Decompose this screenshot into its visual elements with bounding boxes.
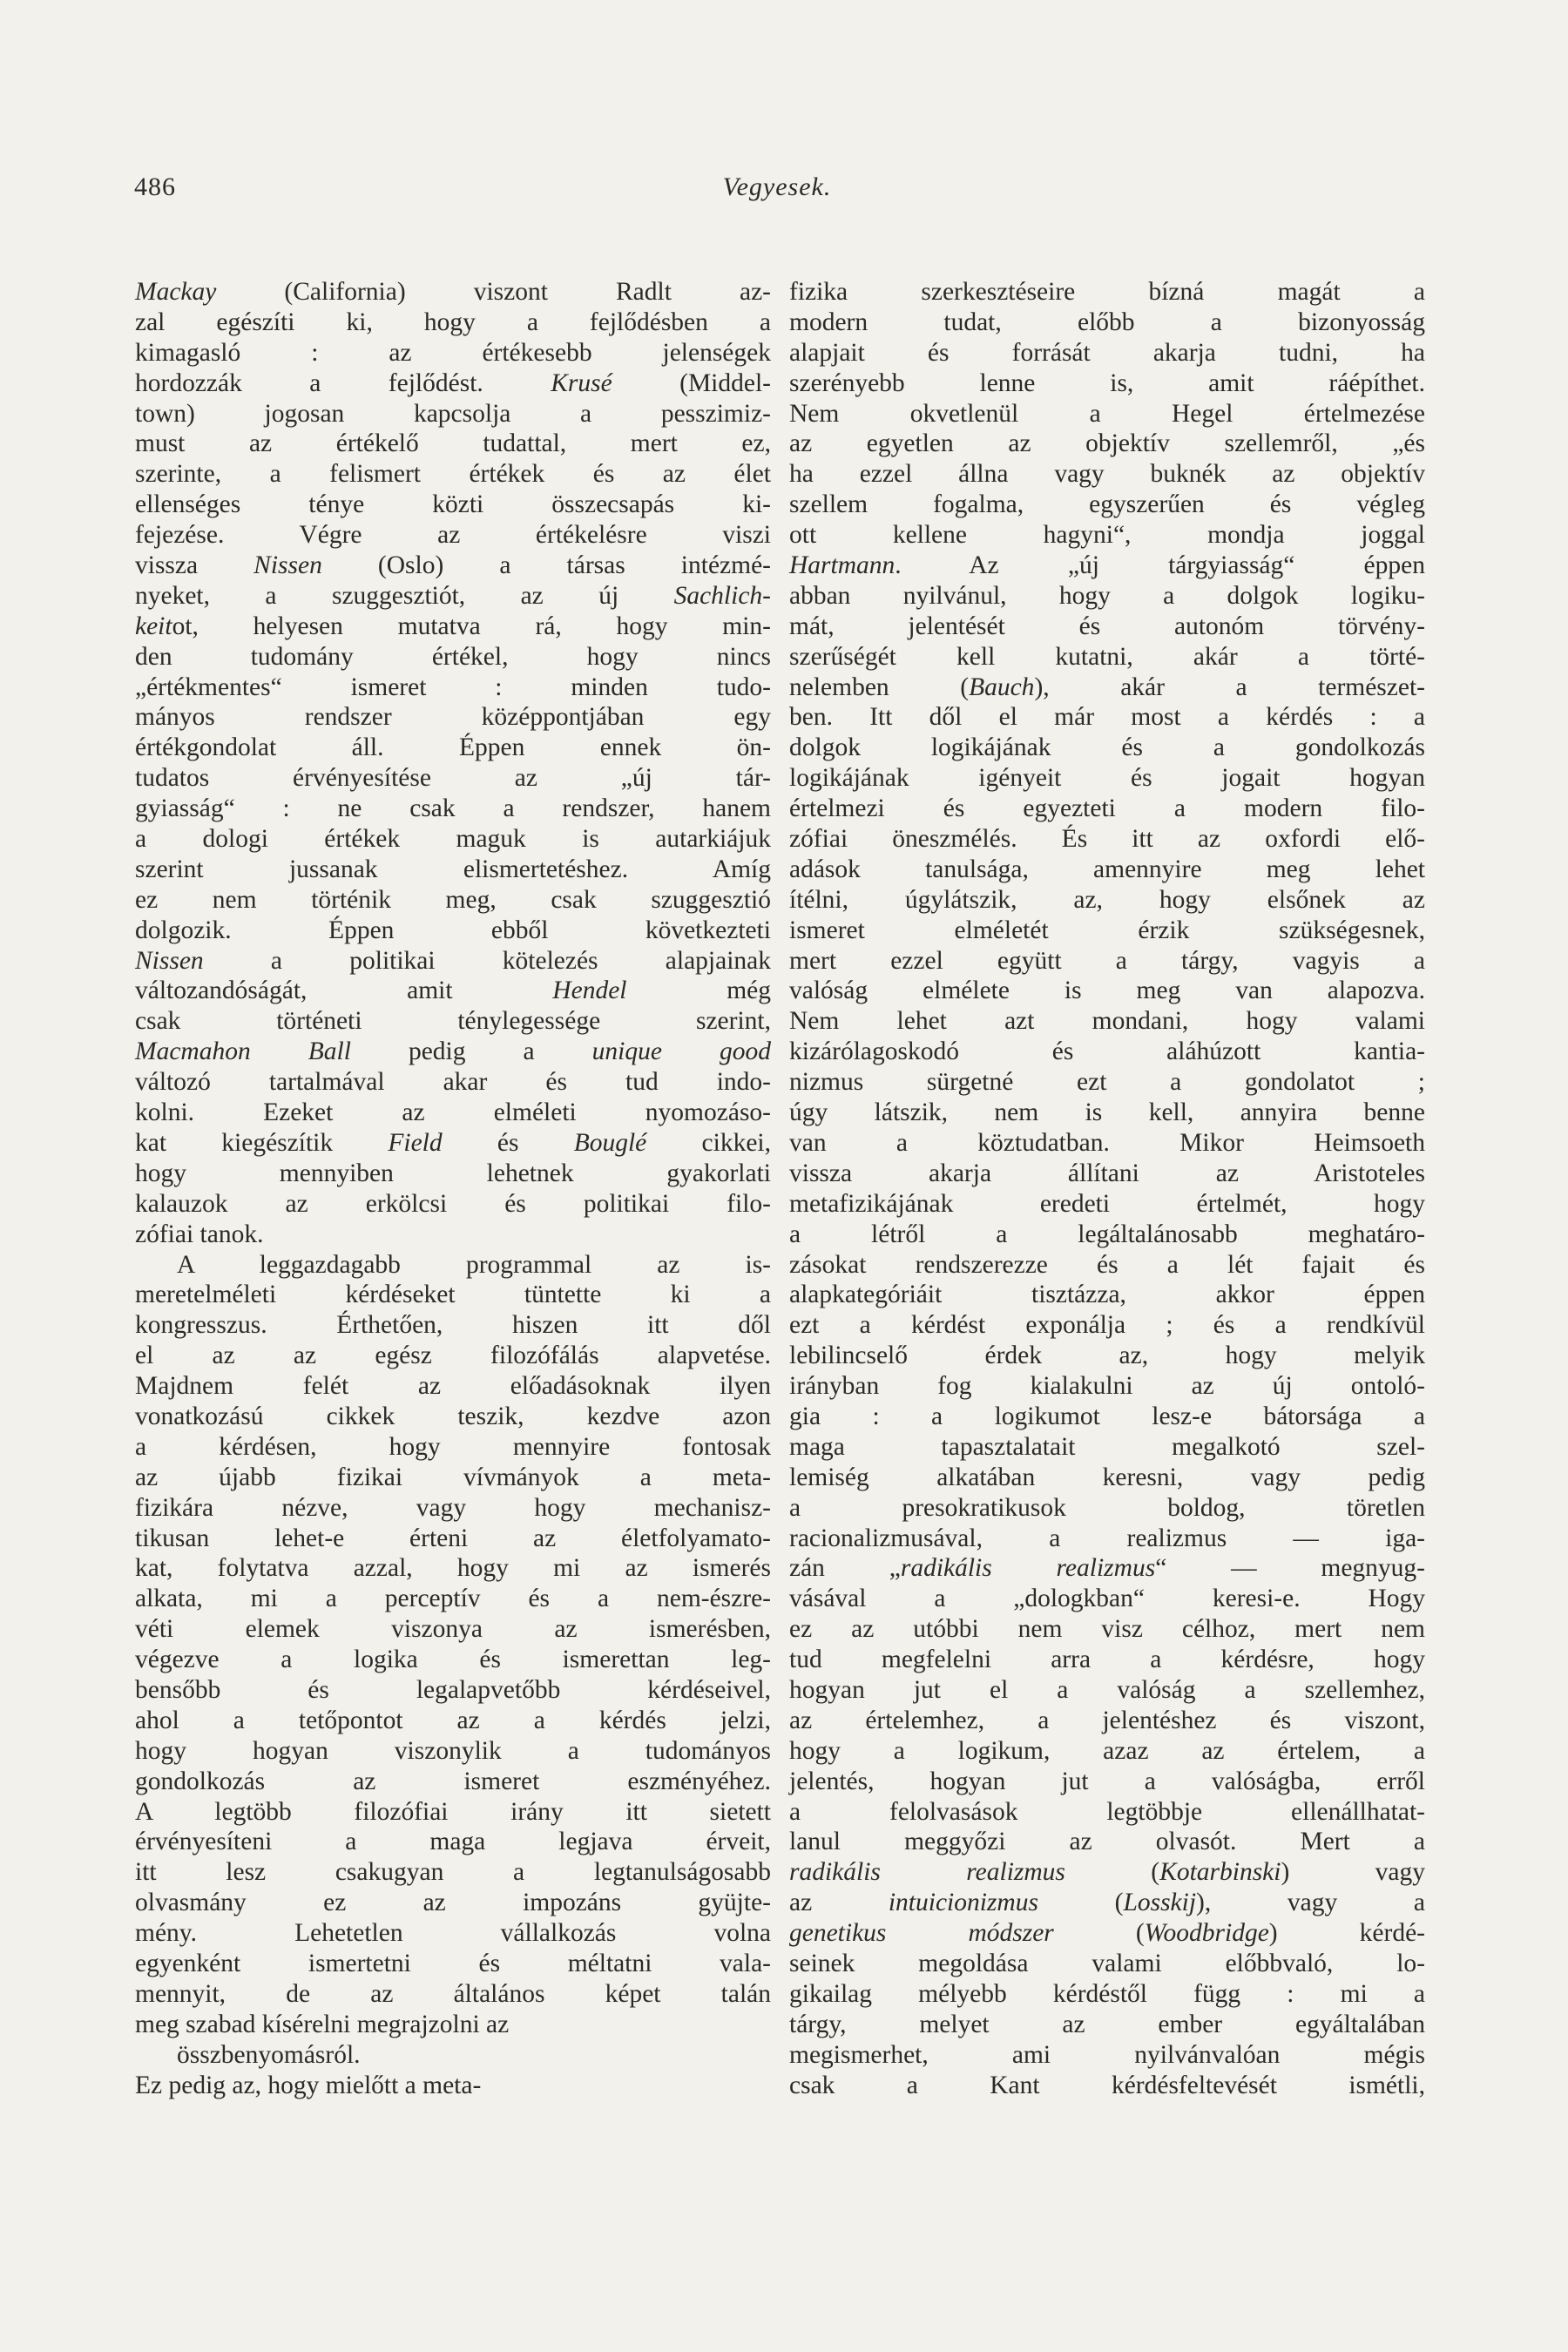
text-line: ellenséges ténye közti összecsapás ki- <box>135 490 771 519</box>
text-line: olvasmány ez az impozáns gyüjte- <box>135 1889 771 1917</box>
text-line: a létről a legáltalánosabb meghatáro- <box>789 1220 1425 1248</box>
text-line: A legtöbb filozófiai irány itt sietett <box>135 1797 771 1826</box>
text-line: hogy mennyiben lehetnek gyakorlati <box>135 1159 771 1187</box>
text-line: egyenként ismertetni és méltatni vala- <box>135 1949 771 1977</box>
text-line: dolgok logikájának és a gondolkozás <box>789 733 1425 762</box>
text-line: zán „radikális realizmus“ — megnyug- <box>789 1554 1426 1583</box>
text-line: kat, folytatva azzal, hogy mi az ismerés <box>135 1554 771 1583</box>
text-line: Ez pedig az, hogy mielőtt a meta- <box>135 2071 482 2099</box>
italic-term: Mackay <box>135 278 217 306</box>
text-line: változandóságát, amit Hendel még <box>135 977 771 1005</box>
text-line: mény. Lehetetlen vállalkozás volna <box>135 1919 771 1948</box>
text-line: tikusan lehet-e érteni az életfolyamato- <box>135 1524 771 1552</box>
text-line: csak a Kant kérdésfeltevését ismétli, <box>789 2071 1425 2099</box>
text-line: értelmezi és egyezteti a modern filo- <box>789 794 1425 823</box>
text-line: szerinte, a felismert értékek és az élet <box>135 460 771 489</box>
text-line: town) jogosan kapcsolja a pesszimiz- <box>135 399 771 428</box>
text-line: hogyan jut el a valóság a szellemhez, <box>789 1675 1425 1704</box>
text-line: zal egészíti ki, hogy a fejlődésben a <box>135 308 771 336</box>
text-line: kat kiegészítik Field és Bouglé cikkei, <box>135 1128 771 1157</box>
text-line: jelentés, hogyan jut a valóságba, erről <box>789 1767 1425 1795</box>
text-line: fizika szerkesztéseire bízná magát a <box>789 278 1425 306</box>
text-line: tudatos érvényesítése az „új tár- <box>135 764 771 793</box>
text-line: kolni. Ezeket az elméleti nyomozáso- <box>135 1098 771 1127</box>
text-line: must az értékelő tudattal, mert ez, <box>135 429 771 458</box>
text-line: modern tudat, előbb a bizonyosság <box>789 308 1425 336</box>
italic-term: Woodbridge <box>1144 1919 1269 1948</box>
text-line: ha ezzel állna vagy buknék az objektív <box>789 460 1425 489</box>
left-column <box>135 277 771 2100</box>
text-line: vásával a „dologkban“ keresi-e. Hogy <box>789 1585 1425 1613</box>
text-line: ott kellene hagyni“, mondja joggal <box>789 521 1425 550</box>
italic-term: Krusé <box>551 368 612 397</box>
text-line: fizikára nézve, vagy hogy mechanisz- <box>135 1493 771 1522</box>
text-line: az újabb fizikai vívmányok a meta- <box>135 1463 771 1491</box>
italic-term: intuicionizmus <box>888 1889 1038 1917</box>
text-line: lanul meggyőzi az olvasót. Mert a <box>789 1828 1425 1856</box>
text-line: vonatkozású cikkek teszik, kezdve azon <box>135 1402 771 1430</box>
text-line: tud megfelelni arra a kérdésre, hogy <box>789 1646 1425 1674</box>
text-line: gondolkozás az ismeret eszményéhez. <box>135 1767 771 1795</box>
text-line: kongresszus. Érthetően, hiszen itt dől <box>135 1311 771 1340</box>
text-line: véti elemek viszonya az ismerésben, <box>135 1615 771 1644</box>
text-line: nizmus sürgetné ezt a gondolatot ; <box>789 1068 1425 1097</box>
text-line: gia : a logikumot lesz-e bátorsága a <box>789 1402 1425 1430</box>
text-line: összbenyomásról. <box>177 2040 361 2069</box>
text-line: tárgy, melyet az ember egyáltalában <box>789 2010 1425 2038</box>
text-line: szerűségét kell kutatni, akár a törté- <box>789 642 1425 671</box>
italic-term: Sachlich- <box>673 581 771 610</box>
text-line: zófiai tanok. <box>135 1220 264 1248</box>
text-line: a presokratikusok boldog, töretlen <box>789 1493 1425 1522</box>
text-line: szerényebb lenne is, amit ráépíthet. <box>789 368 1425 397</box>
text-line: A leggazdagabb programmal az is- <box>177 1250 771 1279</box>
text-line: racionalizmusával, a realizmus — iga- <box>789 1524 1425 1552</box>
text-line: maga tapasztalatait megalkotó szel- <box>789 1432 1425 1461</box>
text-line: mert ezzel együtt a tárgy, vagyis a <box>789 946 1425 975</box>
italic-term: Field <box>388 1128 443 1157</box>
italic-term: genetikus módszer <box>789 1919 1054 1948</box>
italic-term: Nissen <box>253 551 322 580</box>
text-line: radikális realizmus (Kotarbinski) vagy <box>789 1858 1426 1887</box>
text-line: logikájának igényeit és jogait hogyan <box>789 764 1425 793</box>
text-line: Majdnem felét az előadásoknak ilyen <box>135 1372 771 1401</box>
text-line: vissza Nissen (Oslo) a társas intézmé- <box>135 551 771 580</box>
text-line: Mackay (California) viszont Radlt az- <box>135 278 771 306</box>
italic-term: unique good <box>591 1037 771 1066</box>
text-line: ez az utóbbi nem visz célhoz, mert nem <box>789 1615 1425 1644</box>
italic-term: Bouglé <box>573 1128 647 1157</box>
text-line: kizárólagoskodó és aláhúzott kantia- <box>789 1037 1425 1066</box>
text-line: genetikus módszer (Woodbridge) kérdé- <box>789 1919 1425 1948</box>
text-line: den tudomány értékel, hogy nincs <box>135 642 771 671</box>
text-line: irányban fog kialakulni az új ontoló- <box>789 1372 1425 1401</box>
italic-term: radikális realizmus <box>900 1554 1156 1583</box>
text-line: bensőbb és legalapvetőbb kérdéseivel, <box>135 1675 771 1704</box>
text-line: valóság elmélete is meg van alapozva. <box>789 977 1425 1005</box>
text-line: Macmahon Ball pedig a unique good <box>135 1037 771 1066</box>
text-line: végezve a logika és ismerettan leg- <box>135 1646 771 1674</box>
text-line: ezt a kérdést exponálja ; és a rendkívül <box>789 1311 1425 1340</box>
text-line: „értékmentes“ ismeret : minden tudo- <box>135 672 771 701</box>
text-line: hogy hogyan viszonylik a tudományos <box>135 1736 771 1765</box>
text-line: itt lesz csakugyan a legtanulságosabb <box>135 1858 771 1887</box>
text-line: ismeret elméletét érzik szükségesnek, <box>789 916 1425 944</box>
italic-term: keit <box>135 612 172 640</box>
text-line: abban nyilvánul, hogy a dolgok logiku- <box>789 581 1425 610</box>
text-line: zásokat rendszerezze és a lét fajait és <box>789 1250 1425 1279</box>
text-line: a dologi értékek maguk is autarkiájuk <box>135 825 771 854</box>
text-line: ítélni, úgylátszik, az, hogy elsőnek az <box>789 885 1425 914</box>
italic-term: Macmahon Ball <box>135 1037 351 1066</box>
text-line: hogy a logikum, azaz az értelem, a <box>789 1736 1425 1765</box>
italic-term: Losskij <box>1123 1889 1197 1917</box>
text-line: zófiai öneszmélés. És itt az oxfordi elő- <box>789 825 1425 854</box>
text-line: értékgondolat áll. Éppen ennek ön- <box>135 733 771 762</box>
text-line: seinek megoldása valami előbbvaló, lo- <box>789 1949 1425 1977</box>
text-line: alapjait és forrását akarja tudni, ha <box>789 338 1425 367</box>
text-line: a kérdésen, hogy mennyire fontosak <box>135 1432 771 1461</box>
text-line: gyiasság“ : ne csak a rendszer, hanem <box>135 794 771 823</box>
text-line: érvényesíteni a maga legjava érveit, <box>135 1828 771 1856</box>
text-line: lebilincselő érdek az, hogy melyik <box>789 1342 1425 1370</box>
text-line: ben. Itt dől el már most a kérdés : a <box>789 703 1425 732</box>
text-line: meretelméleti kérdéseket tüntette ki a <box>135 1281 771 1309</box>
text-line: nyeket, a szuggesztiót, az új Sachlich- <box>135 581 771 610</box>
text-line: nelemben (Bauch), akár a természet- <box>789 672 1425 701</box>
text-line: el az az egész filozófálás alapvetése. <box>135 1342 771 1370</box>
text-line: ahol a tetőpontot az a kérdés jelzi, <box>135 1706 771 1734</box>
text-line: mányos rendszer középpontjában egy <box>135 703 771 732</box>
text-line: adások tanulsága, amennyire meg lehet <box>789 855 1425 883</box>
text-line: a felolvasások legtöbbje ellenállhatat- <box>789 1797 1425 1826</box>
text-line: Nem okvetlenül a Hegel értelmezése <box>789 399 1425 428</box>
text-line: szerint jussanak elismertetéshez. Amíg <box>135 855 771 883</box>
text-line: keitot, helyesen mutatva rá, hogy min- <box>135 612 771 640</box>
text-line: alkata, mi a perceptív és a nem-észre- <box>135 1585 771 1613</box>
text-line: ez nem történik meg, csak szuggesztió <box>135 885 771 914</box>
text-line: Nissen a politikai kötelezés alapjainak <box>135 946 771 975</box>
text-line: változó tartalmával akar és tud indo- <box>135 1068 771 1097</box>
text-line: szellem fogalma, egyszerűen és végleg <box>789 490 1425 519</box>
text-line: hordozzák a fejlődést. Krusé (Middel- <box>135 368 771 397</box>
text-line: az intuicionizmus (Losskij), vagy a <box>789 1889 1426 1917</box>
text-line: kimagasló : az értékesebb jelenségek <box>135 338 771 367</box>
text-line: meg szabad kísérelni megrajzolni az <box>135 2010 510 2038</box>
text-line: gikailag mélyebb kérdéstől függ : mi a <box>789 1979 1425 2008</box>
page-number: 486 <box>134 172 176 201</box>
text-line: Nem lehet azt mondani, hogy valami <box>789 1007 1425 1036</box>
right-column <box>789 277 1425 2100</box>
italic-term: Hartmann <box>789 551 896 580</box>
text-line: fejezése. Végre az értékelésre viszi <box>135 521 771 550</box>
text-line: van a köztudatban. Mikor Heimsoeth <box>789 1128 1425 1157</box>
italic-term: Nissen <box>135 946 204 975</box>
page-header <box>134 172 1420 207</box>
text-line: az egyetlen az objektív szellemről, „és <box>789 429 1425 458</box>
text-line: úgy látszik, nem is kell, annyira benne <box>789 1098 1425 1127</box>
text-line: kalauzok az erkölcsi és politikai filo- <box>135 1189 771 1218</box>
text-line: mát, jelentését és autonóm törvény- <box>789 612 1425 640</box>
italic-term: Bauch <box>969 672 1035 701</box>
running-title: Vegyesek. <box>722 172 832 201</box>
text-line: lemiség alkatában keresni, vagy pedig <box>789 1463 1425 1491</box>
text-line: metafizikájának eredeti értelmét, hogy <box>789 1189 1425 1218</box>
text-line: Hartmann. Az „új tárgyiasság“ éppen <box>789 551 1425 580</box>
text-line: csak történeti ténylegessége szerint, <box>135 1007 771 1036</box>
text-line: alapkategóriáit tisztázza, akkor éppen <box>789 1281 1425 1309</box>
text-line: mennyit, de az általános képet talán <box>135 1979 771 2008</box>
text-line: dolgozik. Éppen ebből következteti <box>135 916 771 944</box>
text-line: vissza akarja állítani az Aristoteles <box>789 1159 1425 1187</box>
italic-term: Hendel <box>552 977 627 1005</box>
text-line: az értelemhez, a jelentéshez és viszont, <box>789 1706 1425 1734</box>
italic-term: Kotarbinski <box>1159 1858 1281 1887</box>
text-line: megismerhet, ami nyilvánvalóan mégis <box>789 2040 1425 2069</box>
italic-term: radikális realizmus <box>789 1858 1065 1887</box>
